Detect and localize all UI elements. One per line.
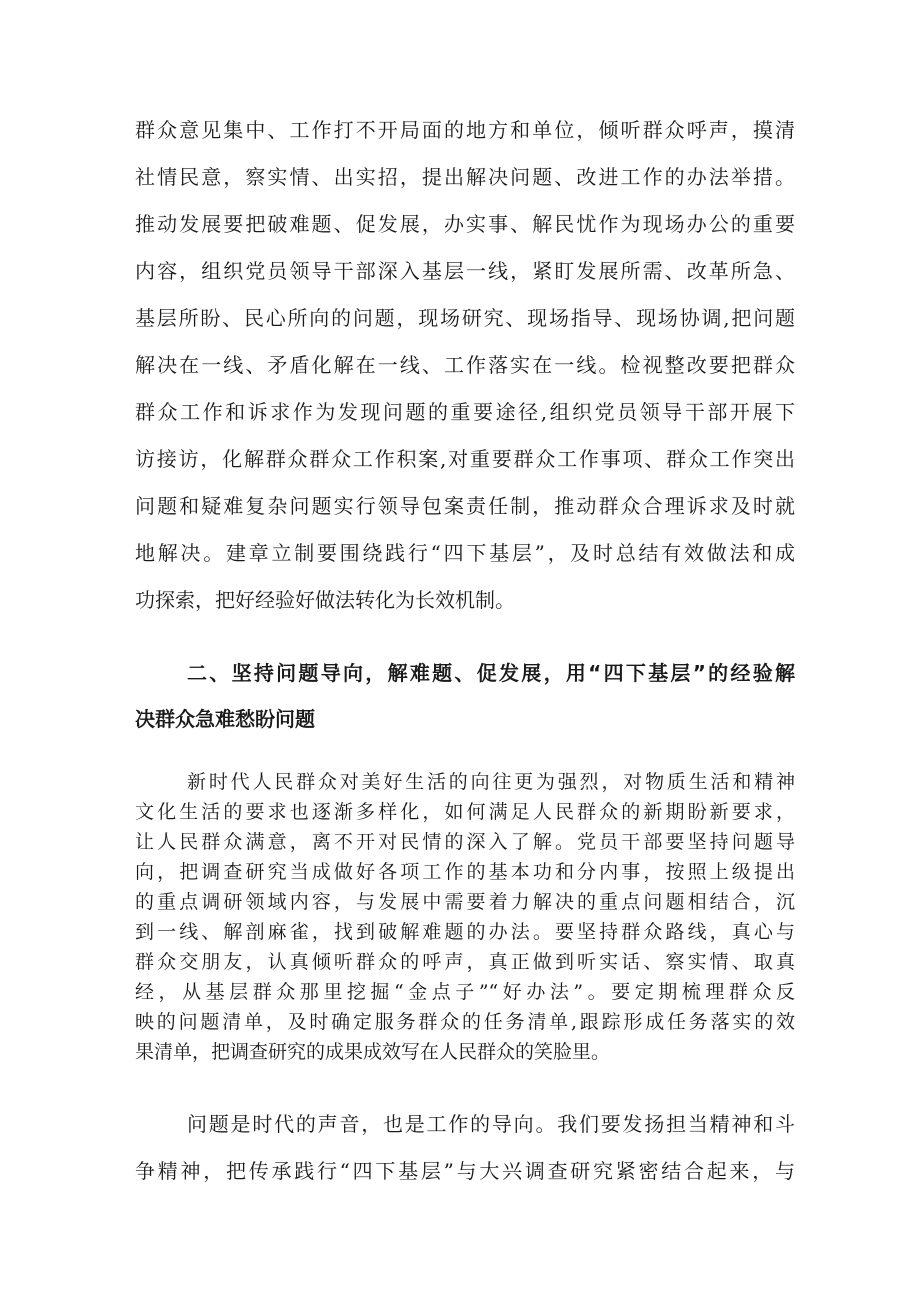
heading-line: 决群众急难愁盼问题 (135, 707, 315, 731)
paragraph-line: 群众交朋友，认真倾听群众的呼声，真正做到听实话、察实情、取真 (135, 951, 795, 973)
paragraph-line: 文化生活的要求也逐渐多样化，如何满足人民群众的新期盼新要求， (135, 801, 795, 823)
paragraph-line: 让人民群众满意，离不开对民情的深入了解。党员干部要坚持问题导 (135, 831, 795, 853)
paragraph-line: 访接访，化解群众群众工作积案,对重要群众工作事项、群众工作突出 (135, 447, 795, 471)
paragraph-line: 基层所盼、民心所向的问题，现场研究、现场指导、现场协调,把问题 (135, 306, 795, 330)
paragraph-line: 果清单，把调查研究的成果成效写在人民群众的笑脸里。 (135, 1041, 611, 1063)
paragraph-line: 地解决。建章立制要围绕践行“四下基层”，及时总结有效做法和成 (135, 541, 795, 565)
paragraph-line: 新时代人民群众对美好生活的向往更为强烈，对物质生活和精神 (187, 771, 795, 793)
paragraph-line: 向，把调查研究当成做好各项工作的基本功和分内事，按照上级提出 (135, 861, 795, 883)
paragraph-line: 群众意见集中、工作打不开局面的地方和单位，倾听群众呼声，摸清 (135, 118, 795, 142)
paragraph-line: 社情民意，察实情、出实招，提出解决问题、改进工作的办法举措。 (135, 165, 795, 189)
paragraph-line: 映的问题清单，及时确定服务群众的任务清单,跟踪形成任务落实的效 (135, 1011, 795, 1033)
paragraph-line: 到一线、解剖麻雀，找到破解难题的办法。要坚持群众路线，真心与 (135, 921, 795, 943)
paragraph-line: 的重点调研领域内容，与发展中需要着力解决的重点问题相结合，沉 (135, 891, 795, 913)
heading-line: 二、坚持问题导向，解难题、促发展，用“四下基层”的经验解 (187, 661, 795, 685)
paragraph-line: 问题和疑难复杂问题实行领导包案责任制，推动群众合理诉求及时就 (135, 494, 795, 518)
paragraph-line: 群众工作和诉求作为发现问题的重要途径,组织党员领导干部开展下 (135, 400, 795, 424)
paragraph-line: 问题是时代的声音，也是工作的导向。我们要发扬担当精神和斗 (187, 1112, 795, 1136)
paragraph-line: 解决在一线、矛盾化解在一线、工作落实在一线。检视整改要把群众 (135, 353, 795, 377)
paragraph-line: 功探索，把好经验好做法转化为长效机制。 (135, 588, 515, 612)
paragraph-line: 内容，组织党员领导干部深入基层一线，紧盯发展所需、改革所急、 (135, 259, 795, 283)
paragraph-line: 争精神，把传承践行“四下基层”与大兴调查研究紧密结合起来，与 (135, 1159, 795, 1183)
paragraph-line: 经，从基层群众那里挖掘“金点子”“好办法”。要定期梳理群众反 (135, 981, 795, 1003)
paragraph-line: 推动发展要把破难题、促发展，办实事、解民忧作为现场办公的重要 (135, 212, 795, 236)
